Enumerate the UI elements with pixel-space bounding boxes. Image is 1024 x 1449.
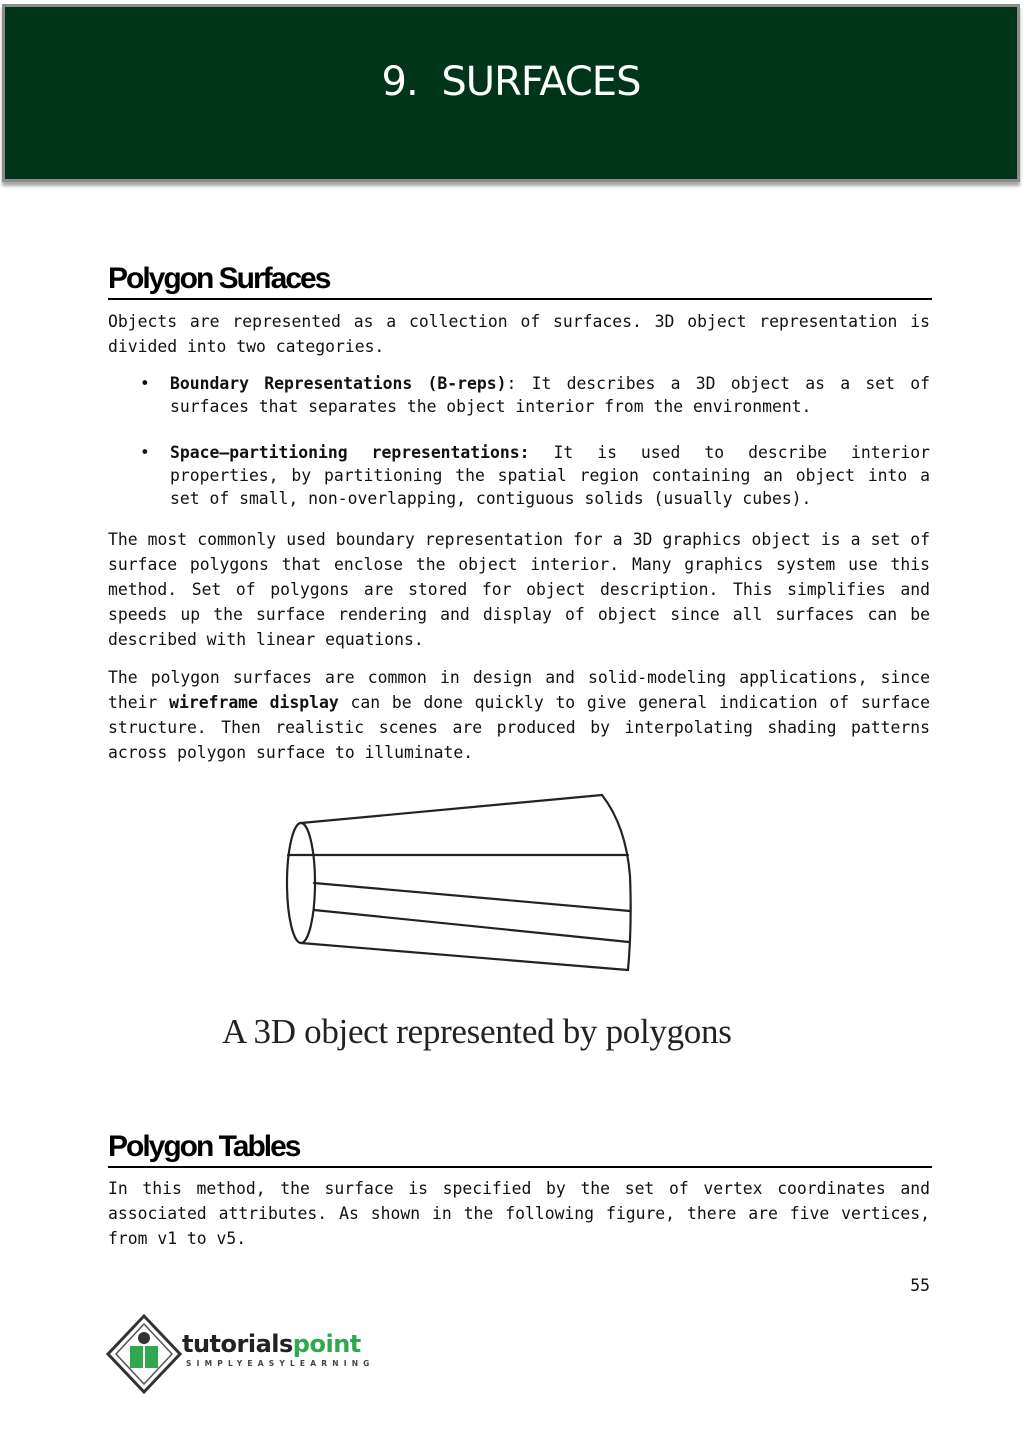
- cone-base-ellipse: [287, 823, 315, 943]
- section-heading-polygon-tables: Polygon Tables: [108, 1130, 932, 1168]
- bullet-separator: :: [506, 374, 517, 393]
- page-number: 55: [910, 1276, 930, 1295]
- bullet-item-breps: [140, 372, 930, 418]
- polygon-surfaces-paragraph: [108, 665, 930, 765]
- boundary-representation-paragraph: The most commonly used boundary representation for a 3D graphics object is a set of surface polygons that enclose the object interior. Many graphics system use this method. Set of polygons are stored for object description. This simplifies and speeds up the surface rendering and display of object since all surfaces can be described with linear equations.: [108, 530, 930, 649]
- cone-top-edge: [301, 795, 602, 823]
- logo-tagline: SIMPLYEASYLEARNING: [186, 1359, 375, 1368]
- paragraph-text: can be done quickly to give general indication of surface structure. Then realistic scenes are produced by interpolating shading patterns across polygon surface to illuminate.: [108, 693, 931, 762]
- cone-bottom-edge: [301, 943, 628, 970]
- bullet-item-space-partitioning: [140, 441, 930, 510]
- bullet-text: It is used to describe interior properties, by partitioning the spatial region containing an object into a set of small, non-overlapping, contiguous solids (usually cubes).: [170, 443, 930, 508]
- cone-far-rim: [602, 795, 631, 970]
- bullet-icon: •: [140, 374, 150, 393]
- polygon-object-figure: [280, 786, 650, 986]
- bullet-text: It describes a 3D object as a set of surfaces that separates the object interior from the environment.: [170, 374, 930, 416]
- tutorialspoint-logo: [106, 1314, 376, 1394]
- bullet-icon: •: [140, 443, 150, 462]
- chapter-banner: [2, 4, 1020, 182]
- chapter-title: 9. SURFACES: [381, 59, 641, 105]
- figure-caption: A 3D object represented by polygons: [222, 1012, 732, 1051]
- logo-word-point: point: [292, 1330, 361, 1358]
- logo-wordmark: [182, 1332, 361, 1356]
- logo-diamond-icon: [106, 1314, 182, 1394]
- polygon-edge: [314, 883, 630, 911]
- logo-word-tutorials: tutorials: [182, 1330, 293, 1358]
- paragraph-bold-term: wireframe display: [169, 693, 339, 712]
- polygon-edge: [314, 910, 629, 942]
- bullet-term: Space–partitioning representations:: [170, 443, 530, 462]
- polygon-tables-paragraph: In this method, the surface is specified by the set of vertex coordinates and associated attributes. As shown in the following figure, there are five vertices, from v1 to v5.: [108, 1179, 930, 1248]
- intro-paragraph: Objects are represented as a collection of surfaces. 3D object representation is divided into two categories.: [108, 312, 930, 356]
- bullet-term: Boundary Representations (B-reps): [170, 374, 507, 393]
- paragraph-text: The polygon surfaces are common in design and solid-modeling applications, since their: [108, 668, 930, 712]
- section-heading-polygon-surfaces: Polygon Surfaces: [108, 262, 932, 300]
